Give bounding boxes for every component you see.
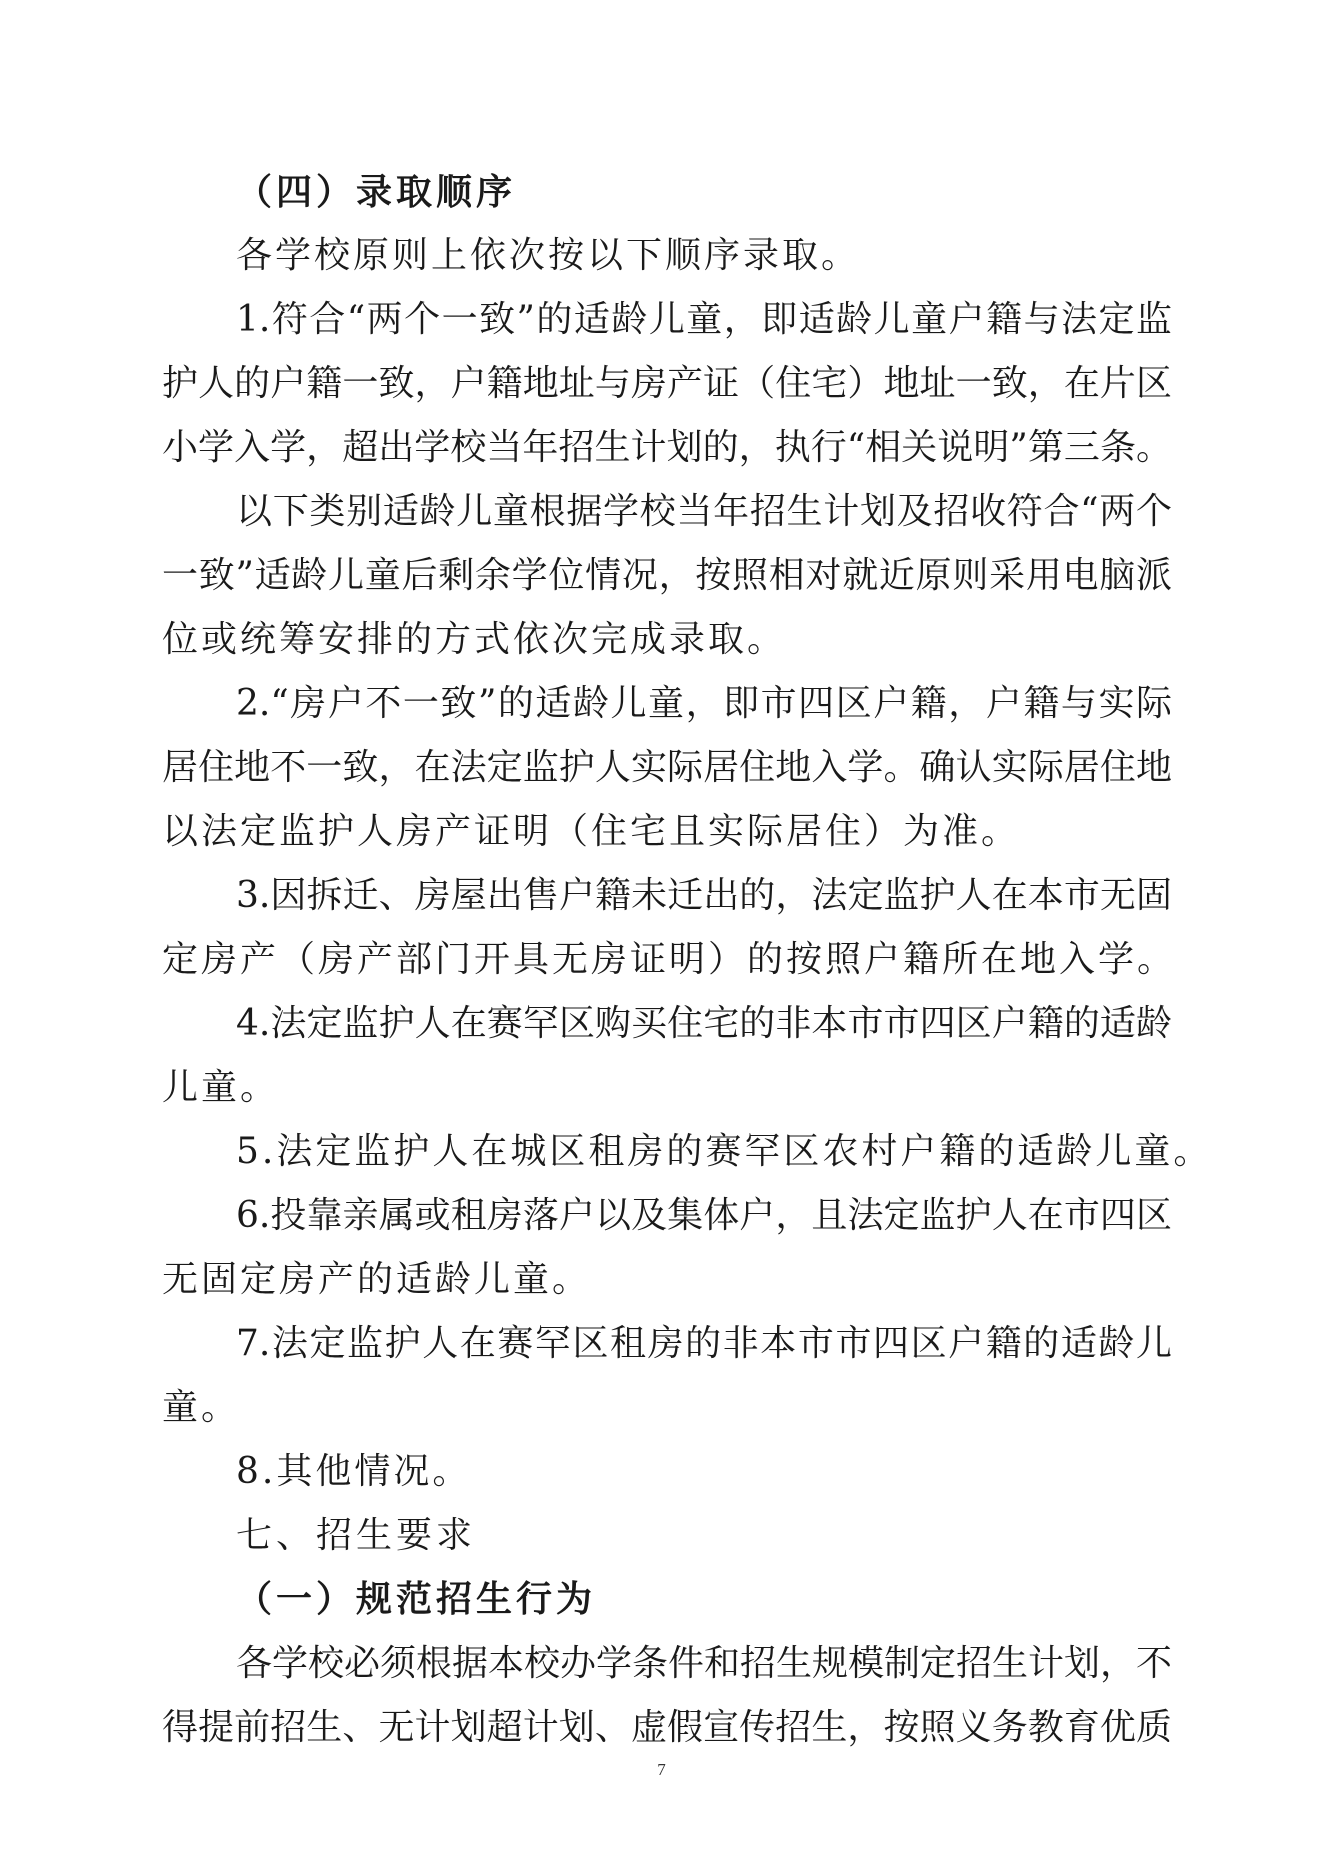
paragraph-line: 各学校原则上依次按以下顺序录取。 <box>236 235 861 276</box>
paragraph-line: 小学入学，超出学校当年招生计划的，执行“相关说明”第三条。 <box>162 427 1172 468</box>
paragraph-line: 定房产（房产部门开具无房证明）的按照户籍所在地入学。 <box>162 939 1177 980</box>
section-heading-admission-order: （四）录取顺序 <box>236 172 517 213</box>
page-number: 7 <box>657 1760 666 1779</box>
paragraph-line: 8.其他情况。 <box>236 1451 472 1492</box>
paragraph-line: 位或统筹安排的方式依次完成录取。 <box>162 619 787 660</box>
paragraph-line: 2.“房户不一致”的适龄儿童，即市四区户籍，户籍与实际 <box>236 683 1172 724</box>
section-heading-enrollment-requirements: 七、招生要求 <box>236 1515 477 1556</box>
paragraph-line: 童。 <box>162 1387 241 1428</box>
subsection-heading-regulate-enrollment: （一）规范招生行为 <box>236 1579 597 1620</box>
paragraph-line: 5.法定监护人在城区租房的赛罕区农村户籍的适龄儿童。 <box>236 1131 1213 1172</box>
paragraph-line: 各学校必须根据本校办学条件和招生规模制定招生计划，不 <box>236 1643 1173 1684</box>
paragraph-line: 3.因拆迁、房屋出售户籍未迁出的，法定监护人在本市无固 <box>236 875 1172 916</box>
paragraph-line: 居住地不一致，在法定监护人实际居住地入学。确认实际居住地 <box>162 747 1172 788</box>
paragraph-line: 7.法定监护人在赛罕区租房的非本市市四区户籍的适龄儿 <box>236 1323 1172 1364</box>
paragraph-line: 1.符合“两个一致”的适龄儿童，即适龄儿童户籍与法定监 <box>236 299 1172 340</box>
paragraph-line: 无固定房产的适龄儿童。 <box>162 1259 592 1300</box>
paragraph-line: 得提前招生、无计划超计划、虚假宣传招生，按照义务教育优质 <box>162 1707 1172 1748</box>
paragraph-line: 以下类别适龄儿童根据学校当年招生计划及招收符合“两个 <box>236 491 1172 532</box>
paragraph-line: 6.投靠亲属或租房落户以及集体户，且法定监护人在市四区 <box>236 1195 1172 1236</box>
paragraph-line: 儿童。 <box>162 1067 280 1108</box>
paragraph-line: 以法定监护人房产证明（住宅且实际居住）为准。 <box>162 811 1021 852</box>
paragraph-line: 一致”适龄儿童后剩余学位情况，按照相对就近原则采用电脑派 <box>162 555 1172 596</box>
paragraph-line: 4.法定监护人在赛罕区购买住宅的非本市市四区户籍的适龄 <box>236 1003 1172 1044</box>
paragraph-line: 护人的户籍一致，户籍地址与房产证（住宅）地址一致，在片区 <box>162 363 1172 404</box>
